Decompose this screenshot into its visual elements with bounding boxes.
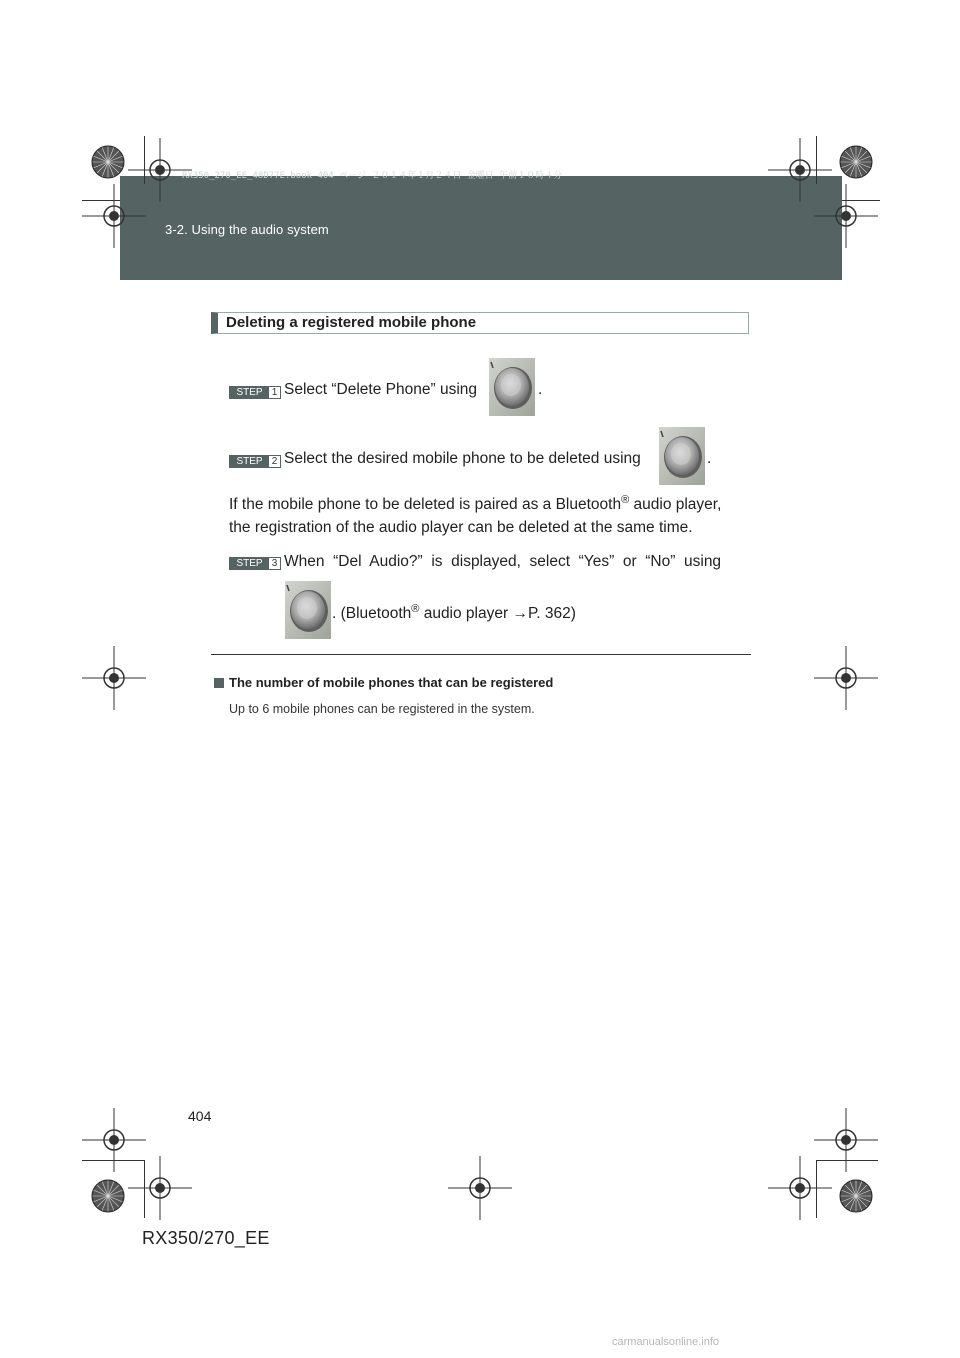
registration-mark-icon	[768, 1156, 832, 1220]
note-body: Up to 6 mobile phones can be registered in the system.	[229, 702, 535, 716]
color-wheel-mark-icon	[91, 145, 125, 179]
crop-line	[144, 1160, 145, 1218]
tune-select-knob-icon	[659, 427, 705, 485]
registration-mark-icon	[82, 646, 146, 710]
chapter-section-label: 3-2. Using the audio system	[165, 222, 329, 237]
crop-line	[82, 200, 120, 201]
step-3-text: When “Del Audio?” is displayed, select “Yes” or “No” using	[284, 553, 722, 570]
section-divider	[211, 654, 751, 655]
crop-line	[144, 136, 145, 184]
step-badge-2	[229, 455, 281, 468]
registration-mark-icon	[82, 184, 146, 248]
step-number: 2	[271, 456, 278, 467]
crop-line	[816, 1160, 878, 1161]
crop-line	[816, 136, 817, 184]
step-badge-3	[229, 557, 281, 570]
registration-mark-icon	[814, 646, 878, 710]
step-number: 3	[271, 558, 278, 569]
paragraph-line-2: the registration of the audio player can be deleted at the same time.	[229, 519, 693, 536]
tune-select-knob-icon	[489, 358, 535, 416]
registration-mark-icon	[448, 1156, 512, 1220]
section-title: Deleting a registered mobile phone	[226, 314, 477, 331]
step-1-tail: .	[538, 381, 543, 398]
step-label: STEP	[230, 456, 269, 467]
print-info-line: RX350_270_EE_48D77E.book 404 ページ ２０１４年１月２４日 金曜日 午前１０時４分	[182, 171, 563, 181]
page-number: 404	[188, 1108, 212, 1124]
crop-line	[842, 200, 880, 201]
model-code: RX350/270_EE	[142, 1228, 270, 1248]
note-bullet-icon	[214, 678, 224, 688]
step-2-text: Select the desired mobile phone to be deleted using	[284, 450, 641, 467]
step-badge-1	[229, 386, 281, 399]
step-2-tail: .	[707, 450, 712, 467]
arrow-icon: →	[512, 605, 528, 623]
step-label: STEP	[230, 387, 269, 398]
watermark: carmanualsonline.info	[612, 1336, 720, 1348]
step-number: 1	[271, 387, 278, 398]
note-title: The number of mobile phones that can be registered	[229, 675, 554, 690]
step-3-tail: . (Bluetooth® audio player →P. 362)	[332, 603, 576, 623]
registration-mark-icon	[128, 1156, 192, 1220]
color-wheel-mark-icon	[839, 1179, 873, 1213]
crop-line	[816, 1160, 817, 1218]
crop-line	[82, 1160, 144, 1161]
paragraph-line-1: If the mobile phone to be deleted is paired as a Bluetooth® audio player,	[229, 494, 722, 514]
color-wheel-mark-icon	[91, 1179, 125, 1213]
registration-mark-icon	[814, 184, 878, 248]
registered-mark: ®	[411, 603, 420, 615]
tune-select-knob-icon	[285, 581, 331, 639]
step-1-text: Select “Delete Phone” using	[284, 381, 478, 398]
step-label: STEP	[230, 558, 269, 569]
color-wheel-mark-icon	[839, 145, 873, 179]
page-reference-link[interactable]: P. 362)	[527, 605, 576, 623]
section-heading	[211, 312, 749, 334]
registered-mark: ®	[621, 494, 630, 506]
